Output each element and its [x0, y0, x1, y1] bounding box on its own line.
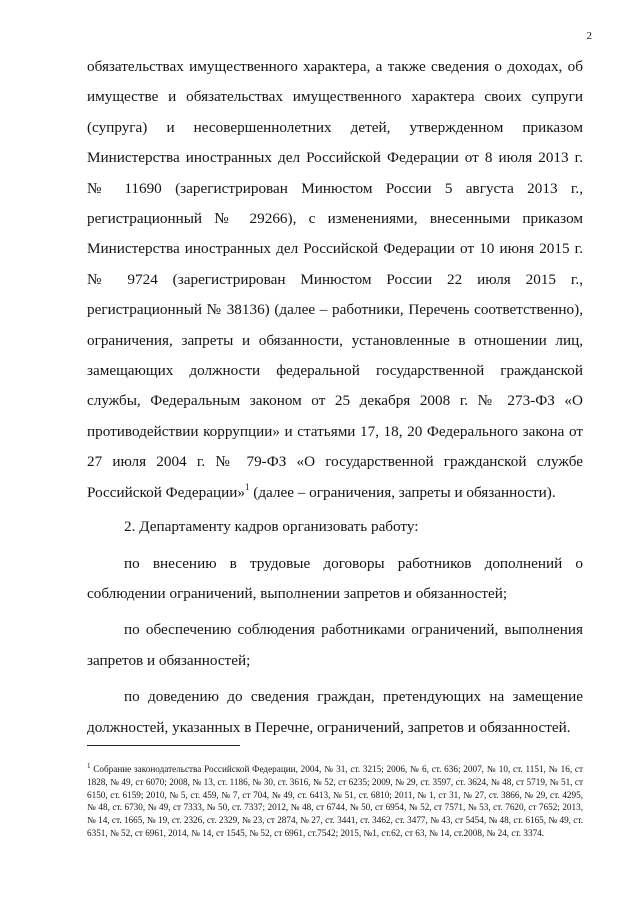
text-line: службы, Федеральным законом от 25 декабря 2008 г. № 273-ФЗ «О [87, 392, 583, 410]
text-line: регистрационный № 38136) (далее – работники, Перечень соответственно), [87, 301, 583, 319]
list-item: по доведению до сведения граждан, претендующих на замещение должностей, указанных в Перечне, ограничений, запретов и обязанностей. [87, 688, 583, 736]
item-2-heading: 2. Департаменту кадров организовать работу: [124, 518, 419, 536]
footnote-text: Собрание законодательства Российской Федерации, 2004, № 31, ст. 3215; 2006, № 6, ст. 636; 2007, № 10, ст. 1151, № 16, ст 1828, № 49, ст 6070; 2008, № 13, ст. 1186, № 30, ст. 3616, № 52, ст 6235; 2009, № 29, ст. 3597, ст. 3624, № 48, ст 5719, № 51, ст 6150, ст. 6159; 2010, № 5, ст. 459, № 7, ст 704, № 49, ст. 6413, № 51, ст. 6810; 2011, № 1, ст 31, № 27, ст. 3866, № 29, ст. 4295, № 48, ст. 6730, № 49, ст 7333, № 50, ст. 7337; 2012, № 48, ст 6744, № 50, ст 6954, № 52, ст 7571, № 53, ст. 7620, ст 7652; 2013, № 14, ст. 1665, № 19, ст. 2326, ст. 2329, № 23, ст 2874, № 27, ст. 3441, ст. 3462, ст. 3477, № 43, ст 5454, № 48, ст. 6165, № 49, ст. 6351, № 52, ст 6961, 2014, № 14, ст 1545, № 52, ст 6961, ст.7542; 2015, №1, ст.62, ст 63, № 14, ст.2008, № 24, ст. 3374. [87, 764, 583, 838]
list-item: по внесению в трудовые договоры работников дополнений о соблюдении ограничений, выполнении запретов и обязанностей; [87, 554, 583, 602]
main-text [87, 52, 583, 743]
text-line: замещающих должности федеральной государственной гражданской [87, 362, 583, 380]
footnote-mark: 1 [87, 761, 91, 770]
text-line: имуществе и обязательствах имущественного характера своих супруги [87, 88, 583, 106]
text-line: Министерства иностранных дел Российской Федерации от 8 июля 2013 г. [87, 149, 583, 167]
text-line-final [87, 478, 583, 508]
page-number: 2 [586, 30, 592, 42]
text-line-final-part: Российской Федерации» [87, 483, 245, 501]
footnote [87, 763, 583, 840]
text-line: (супруга) и несовершеннолетних детей, утвержденном приказом [87, 118, 583, 136]
text-line-final-rest: (далее – ограничения, запреты и обязанности). [249, 483, 556, 501]
text-line: Министерства иностранных дел Российской Федерации от 10 июня 2015 г. [87, 240, 583, 258]
text-line: № 9724 (зарегистрирован Минюстом России 22 июля 2015 г., [87, 270, 583, 288]
footnote-reference: 1 [244, 481, 250, 492]
text-line: № 11690 (зарегистрирован Минюстом России 5 августа 2013 г., [87, 179, 583, 197]
text-line: противодействии коррупции» и статьями 17, 18, 20 Федерального закона от [87, 422, 583, 440]
list-item: по обеспечению соблюдения работниками ограничений, выполнения запретов и обязанностей; [87, 621, 583, 669]
text-line: ограничения, запреты и обязанности, установленные в отношении лиц, [87, 331, 583, 349]
text-line: регистрационный № 29266), с изменениями, внесенными приказом [87, 210, 583, 228]
footnote-divider [87, 745, 240, 746]
text-line: 27 июля 2004 г. № 79-ФЗ «О государственной гражданской службе [87, 453, 583, 471]
text-line: обязательствах имущественного характера, а также сведения о доходах, об [87, 58, 583, 75]
